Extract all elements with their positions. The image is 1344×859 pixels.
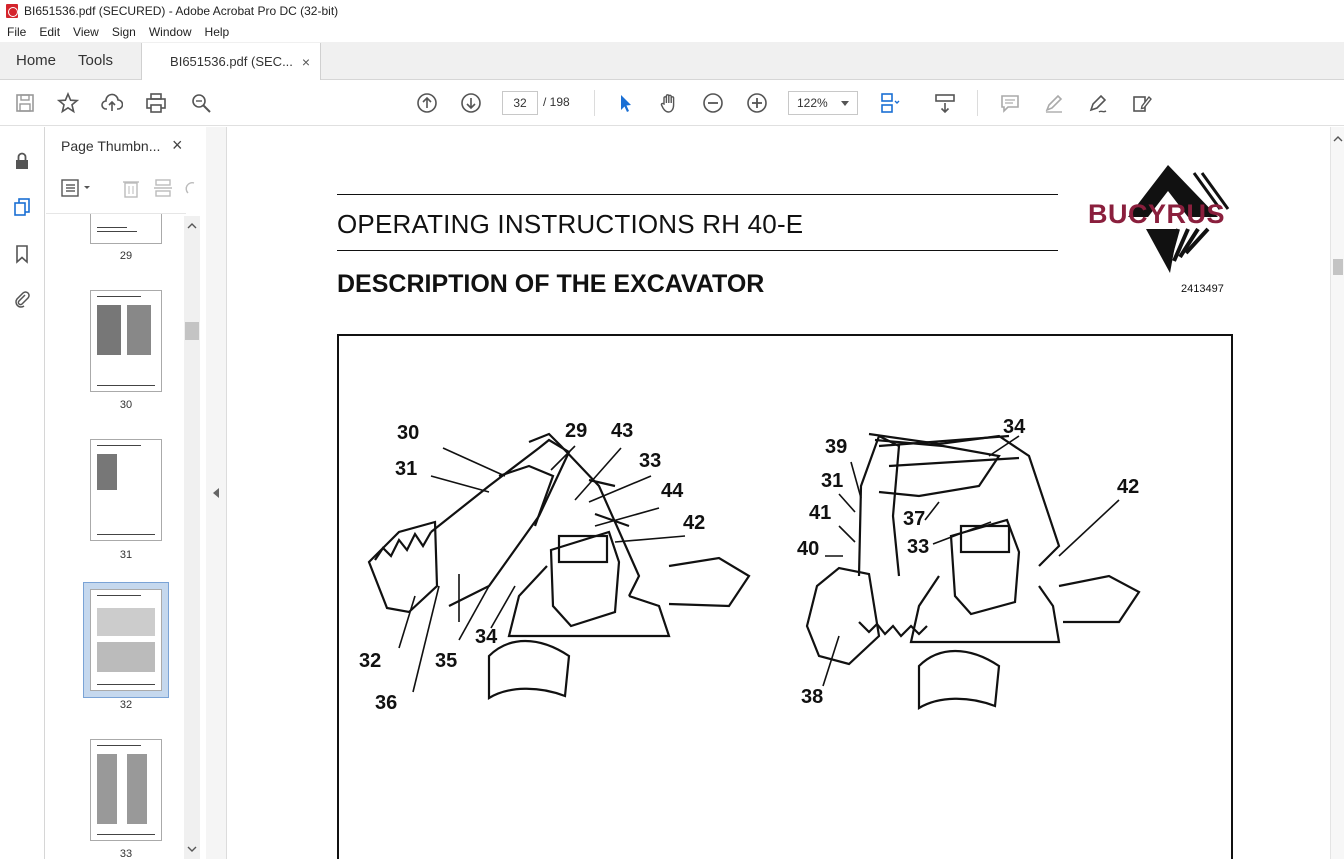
find-zoom-icon[interactable] bbox=[188, 90, 214, 116]
excavator-figure bbox=[337, 334, 1233, 859]
edit-pdf-icon[interactable] bbox=[1129, 90, 1155, 116]
tab-home[interactable]: Home bbox=[16, 52, 57, 69]
lock-icon[interactable] bbox=[10, 149, 34, 173]
next-page-icon[interactable] bbox=[458, 90, 484, 116]
toolbar-divider bbox=[977, 90, 978, 116]
rotate-page-icon[interactable] bbox=[184, 177, 196, 204]
menu-view[interactable]: View bbox=[73, 25, 99, 39]
attachments-icon[interactable] bbox=[10, 287, 34, 311]
callout-label: 33 bbox=[639, 450, 662, 472]
callout-label: 39 bbox=[825, 436, 848, 458]
callout-label: 44 bbox=[661, 480, 684, 502]
callout-label: 43 bbox=[611, 420, 634, 442]
scroll-up-icon[interactable] bbox=[184, 220, 200, 232]
window-title: BI651536.pdf (SECURED) - Adobe Acrobat Pro DC (32-bit) bbox=[24, 4, 339, 18]
save-icon[interactable] bbox=[12, 90, 38, 116]
brand-logo-text: BUCYRUS bbox=[1088, 199, 1226, 229]
panel-title: Page Thumbn... bbox=[61, 138, 161, 154]
thumbnail-list bbox=[46, 213, 186, 859]
chevron-down-icon bbox=[841, 101, 849, 106]
page-display-icon[interactable] bbox=[876, 90, 902, 116]
callout-label: 37 bbox=[903, 508, 926, 530]
page-thumbnail[interactable] bbox=[90, 439, 162, 541]
document-tab-label: BI651536.pdf (SEC... bbox=[170, 54, 293, 69]
header-rule-top bbox=[337, 194, 1058, 195]
scroll-mode-icon[interactable] bbox=[932, 90, 958, 116]
callout-label: 32 bbox=[359, 650, 382, 672]
page-thumbnail[interactable] bbox=[90, 290, 162, 392]
comment-icon[interactable] bbox=[997, 90, 1023, 116]
hand-tool-icon[interactable] bbox=[656, 90, 682, 116]
bookmarks-icon[interactable] bbox=[10, 242, 34, 266]
delete-page-icon[interactable] bbox=[120, 177, 142, 204]
tab-document[interactable] bbox=[141, 43, 321, 80]
thumbnail-scrollbar[interactable] bbox=[184, 216, 200, 859]
panel-collapse-strip[interactable] bbox=[206, 127, 227, 859]
scroll-up-icon[interactable] bbox=[1331, 133, 1344, 145]
menu-file[interactable]: File bbox=[7, 25, 27, 39]
page-thumbnails-icon[interactable] bbox=[10, 195, 34, 219]
document-number: 2413497 bbox=[1181, 283, 1224, 295]
scrollbar-thumb[interactable] bbox=[185, 322, 199, 340]
zoom-in-icon[interactable] bbox=[744, 90, 770, 116]
page-thumbnail[interactable] bbox=[90, 739, 162, 841]
document-subtitle: DESCRIPTION OF THE EXCAVATOR bbox=[337, 270, 765, 298]
collapse-arrow-icon[interactable] bbox=[213, 488, 219, 498]
zoom-level-dropdown[interactable] bbox=[788, 91, 858, 115]
bookmark-star-icon[interactable] bbox=[55, 90, 81, 116]
callout-label: 31 bbox=[821, 470, 844, 492]
scroll-down-icon[interactable] bbox=[184, 843, 200, 855]
callout-label: 35 bbox=[435, 650, 458, 672]
thumbnail-label: 29 bbox=[119, 250, 133, 262]
zoom-out-icon[interactable] bbox=[700, 90, 726, 116]
fill-sign-icon[interactable] bbox=[1085, 90, 1111, 116]
menu-help[interactable]: Help bbox=[204, 25, 230, 39]
document-scrollbar[interactable] bbox=[1330, 127, 1344, 859]
page-thumbnail[interactable] bbox=[90, 213, 162, 244]
scrollbar-thumb[interactable] bbox=[1333, 259, 1343, 275]
callout-label: 34 bbox=[1003, 416, 1026, 438]
callout-label: 38 bbox=[801, 686, 824, 708]
select-pointer-icon[interactable] bbox=[612, 90, 638, 116]
title-bar bbox=[0, 0, 1344, 22]
callout-label: 42 bbox=[1117, 476, 1140, 498]
thumbnail-label: 33 bbox=[119, 848, 133, 859]
previous-page-icon[interactable] bbox=[414, 90, 440, 116]
menu-window[interactable]: Window bbox=[148, 25, 192, 39]
thumbnail-label: 30 bbox=[119, 399, 133, 411]
page-total: / 198 bbox=[543, 95, 570, 109]
thumbnail-options-icon[interactable] bbox=[60, 177, 94, 204]
callout-label: 31 bbox=[395, 458, 418, 480]
page-number-input[interactable]: 32 bbox=[502, 91, 538, 115]
thumbnail-label: 32 bbox=[119, 699, 133, 711]
callout-label: 34 bbox=[475, 626, 498, 648]
tab-tools[interactable]: Tools bbox=[78, 52, 114, 69]
left-nav-rail bbox=[0, 127, 45, 859]
page-thumbnails-panel bbox=[46, 127, 206, 859]
document-view[interactable] bbox=[228, 127, 1328, 859]
menu-sign[interactable]: Sign bbox=[111, 25, 136, 39]
header-rule-bottom bbox=[337, 250, 1058, 251]
callout-label: 40 bbox=[797, 538, 820, 560]
print-icon[interactable] bbox=[143, 90, 169, 116]
callout-label: 36 bbox=[375, 692, 398, 714]
close-tab-icon[interactable]: × bbox=[301, 53, 311, 70]
close-panel-icon[interactable]: × bbox=[172, 135, 183, 155]
insert-page-icon[interactable] bbox=[152, 177, 174, 204]
callout-label: 41 bbox=[809, 502, 832, 524]
panel-toolbar bbox=[60, 177, 200, 203]
menu-edit[interactable]: Edit bbox=[39, 25, 61, 39]
thumbnail-label: 31 bbox=[119, 549, 133, 561]
callout-label: 33 bbox=[907, 536, 930, 558]
zoom-level-value: 122% bbox=[797, 96, 828, 110]
menu-bar bbox=[0, 22, 1344, 42]
callout-label: 30 bbox=[397, 422, 420, 444]
main-toolbar bbox=[0, 80, 1344, 126]
acrobat-pdf-icon bbox=[6, 4, 18, 18]
callout-label: 42 bbox=[683, 512, 706, 534]
highlight-pen-icon[interactable] bbox=[1041, 90, 1067, 116]
excavator-drawing bbox=[339, 336, 1231, 859]
upload-cloud-icon[interactable] bbox=[99, 90, 125, 116]
page-thumbnail-selected[interactable] bbox=[90, 589, 162, 691]
document-title: OPERATING INSTRUCTIONS RH 40-E bbox=[337, 209, 804, 239]
tab-bar bbox=[0, 42, 1344, 80]
toolbar-divider bbox=[594, 90, 595, 116]
callout-label: 29 bbox=[565, 420, 588, 442]
